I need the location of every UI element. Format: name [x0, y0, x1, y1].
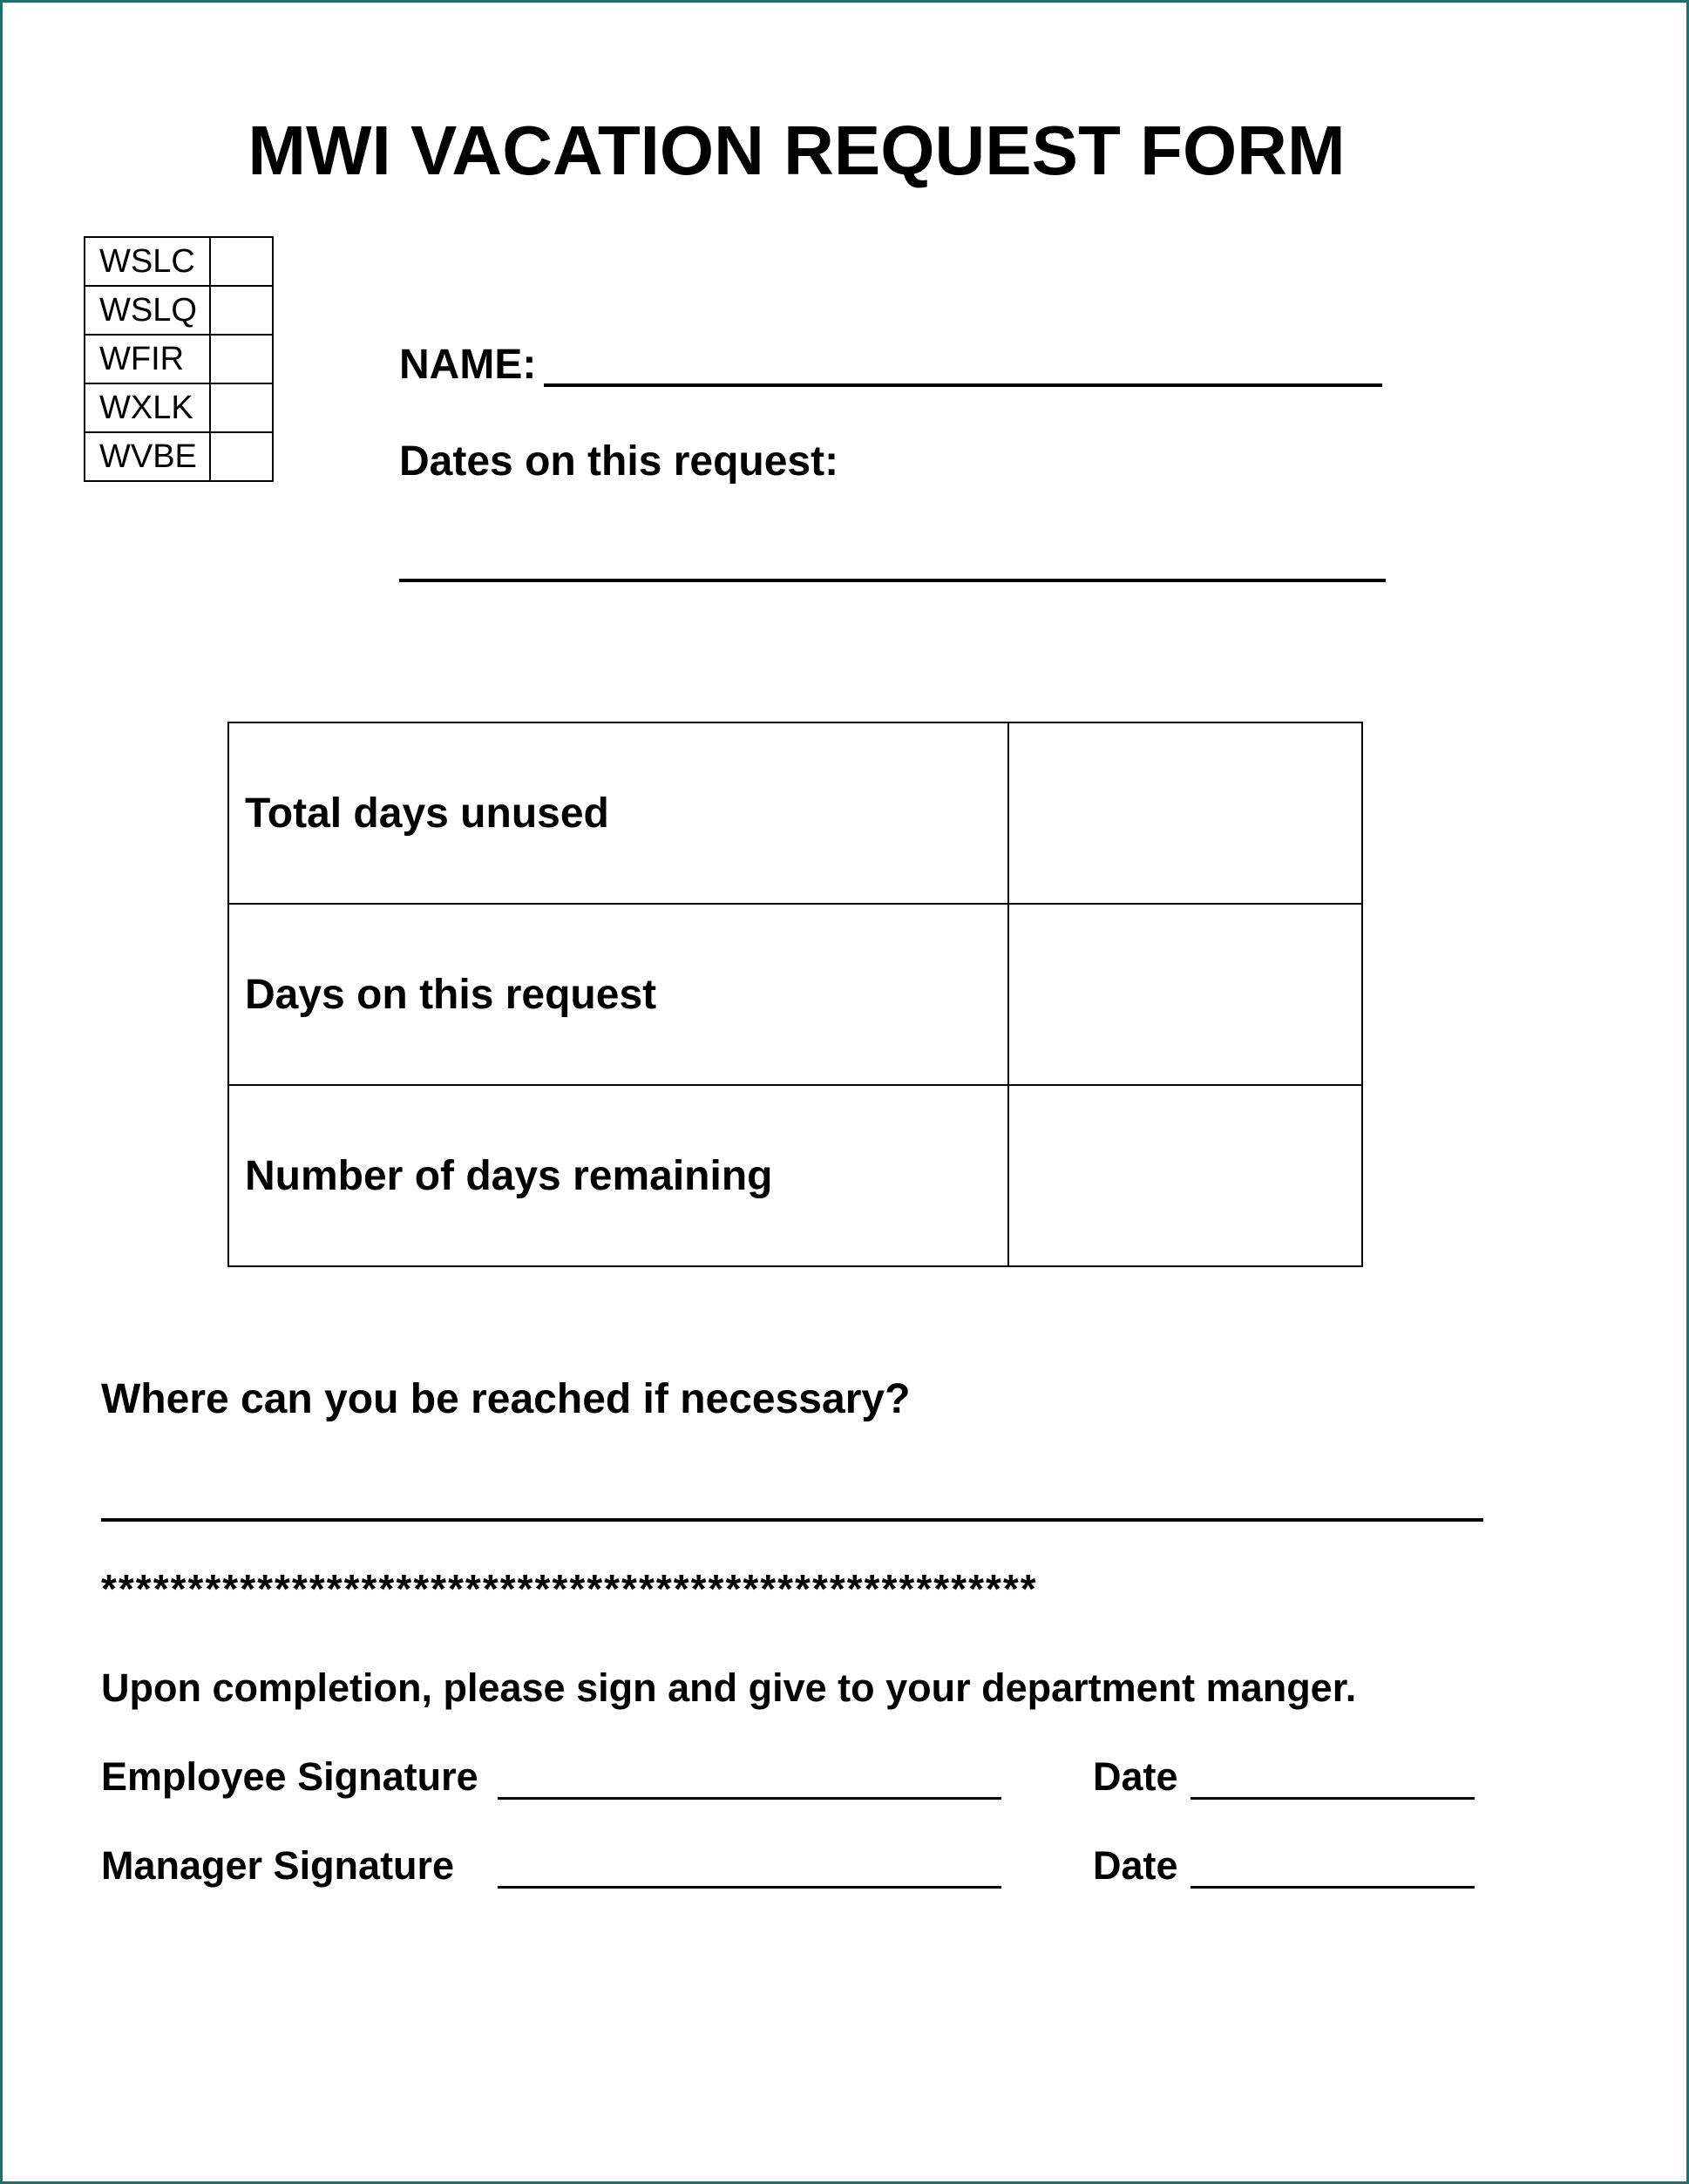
days-remaining-label: Number of days remaining [228, 1085, 1008, 1266]
station-code: WXLK [85, 383, 210, 432]
days-on-request-value[interactable] [1008, 904, 1362, 1085]
days-on-request-label: Days on this request [228, 904, 1008, 1085]
days-remaining-value[interactable] [1008, 1085, 1362, 1266]
name-label: NAME: [399, 342, 537, 388]
station-row [85, 335, 273, 383]
station-code: WVBE [85, 432, 210, 481]
manager-date-line[interactable] [1190, 1886, 1475, 1889]
days-summary-table [227, 722, 1363, 1267]
table-row [228, 904, 1362, 1085]
station-checklist [84, 236, 274, 482]
station-code: WSLC [85, 237, 210, 286]
station-row [85, 286, 273, 335]
instructions-text: Upon completion, please sign and give to your department manger. [101, 1665, 1357, 1710]
dates-label: Dates on this request: [399, 438, 839, 485]
total-days-unused-value[interactable] [1008, 722, 1362, 904]
manager-signature-label: Manager Signature [101, 1843, 455, 1888]
reach-answer-line[interactable] [101, 1518, 1483, 1522]
station-row [85, 383, 273, 432]
employee-signature-line[interactable] [498, 1797, 1001, 1800]
employee-date-line[interactable] [1190, 1797, 1475, 1800]
name-line[interactable] [544, 383, 1382, 387]
station-code: WSLQ [85, 286, 210, 335]
station-row [85, 432, 273, 481]
separator-asterisks: ****************************************************** [101, 1566, 1038, 1611]
station-checkbox[interactable] [210, 335, 273, 383]
manager-signature-line[interactable] [498, 1886, 1001, 1889]
dates-line[interactable] [399, 579, 1386, 582]
table-row [228, 722, 1362, 904]
station-code: WFIR [85, 335, 210, 383]
reach-question: Where can you be reached if necessary? [101, 1376, 911, 1422]
form-title: MWI VACATION REQUEST FORM [248, 112, 1346, 189]
manager-date-label: Date [1093, 1843, 1178, 1888]
total-days-unused-label: Total days unused [228, 722, 1008, 904]
station-checkbox[interactable] [210, 237, 273, 286]
station-row [85, 237, 273, 286]
station-checkbox[interactable] [210, 383, 273, 432]
employee-date-label: Date [1093, 1754, 1178, 1799]
table-row [228, 1085, 1362, 1266]
station-checkbox[interactable] [210, 432, 273, 481]
station-checkbox[interactable] [210, 286, 273, 335]
employee-signature-label: Employee Signature [101, 1754, 478, 1799]
